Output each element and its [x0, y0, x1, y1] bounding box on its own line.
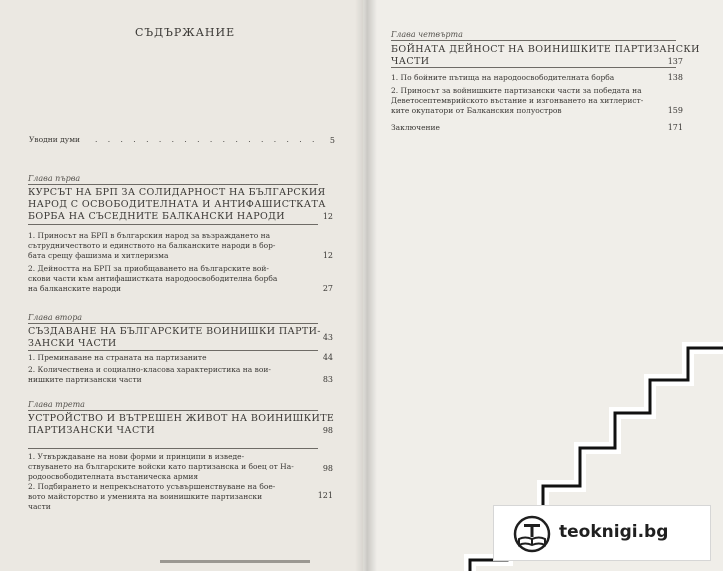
- chapter-title-line: ЗАНСКИ ЧАСТИ: [28, 338, 117, 349]
- chapter-title-line: БОРБА НА СЪСЕДНИТЕ БАЛКАНСКИ НАРОДИ: [28, 211, 285, 222]
- section-line: скови части към антифашистката народоосвободителна борба: [28, 274, 278, 283]
- chapter-title-line: СЪЗДАВАНЕ НА БЪЛГАРСКИТЕ ВОИНИШКИ ПАРТИ-: [28, 326, 321, 337]
- section-page: 98: [322, 464, 333, 473]
- chapter-label: Глава четвърта: [391, 30, 463, 39]
- section-line: 1. Преминаване на страната на партизаните: [28, 353, 207, 362]
- chapter-title-line: УСТРОЙСТВО И ВЪТРЕШЕН ЖИВОТ НА ВОИНИШКИТЕ: [28, 413, 335, 424]
- section-page: 27: [322, 284, 333, 293]
- chapter-title-line: ЧАСТИ: [391, 56, 430, 67]
- section-line: бата срещу фашизма и хитлеризма: [28, 251, 169, 260]
- section-line: Деветосептемврийското въстание и изгонването на хитлерист-: [391, 96, 644, 105]
- section-line: вото майсторство и уменията на воинишките партизански: [28, 492, 263, 501]
- section-line: 2. Подбирането и непрекъснатото усъвършенствуване на бое-: [28, 482, 276, 491]
- chapter-title-line: НАРОД С ОСВОБОДИТЕЛНАТА И АНТИФАШИСТКАТА: [28, 199, 326, 210]
- section-line: на балканските народи: [28, 284, 122, 293]
- section-line: 2. Приносът за войнишките партизански части за победата на: [391, 86, 642, 95]
- chapter-title-line: КУРСЪТ НА БРП ЗА СОЛИДАРНОСТ НА БЪЛГАРСКИЯ: [28, 187, 326, 198]
- chapter-page: 12: [322, 212, 333, 221]
- site-name: teoknigi.bg: [559, 522, 669, 542]
- section-line: 2. Количествена и социално-класова характеристика на вои-: [28, 365, 271, 374]
- conclusion-label: Заключение: [391, 123, 440, 132]
- chapter-label: Глава трета: [28, 400, 85, 409]
- teoknigi-logo[interactable]: [493, 505, 711, 561]
- section-line: 2. Дейността на БРП за приобщаването на българските вой-: [28, 264, 269, 273]
- section-line: родоосвободителната въстаническа армия: [28, 472, 199, 481]
- intro-label: Уводни думи: [29, 135, 81, 144]
- section-page: 83: [322, 375, 333, 384]
- section-line: 1. По бойните пътища на народоосвободителната борба: [391, 73, 615, 82]
- section-line: ките окупатори от Балканския полуостров: [391, 106, 562, 115]
- chapter-title-line: БОЙНАТА ДЕЙНОСТ НА ВОИНИШКИТЕ ПАРТИЗАНСКИ: [391, 44, 700, 55]
- dot-leader: . . . . . . . . . . . . . . . . . .: [95, 135, 319, 144]
- section-line: 1. Утвърждаване на нови форми и принципи в изведе-: [28, 452, 245, 461]
- chapter-page: 137: [667, 57, 683, 66]
- chapter-label: Глава втора: [28, 313, 83, 322]
- section-page: 44: [322, 353, 333, 362]
- section-line: 1. Приносът на БРП в българския народ за възраждането на: [28, 231, 271, 240]
- intro-page: 5: [329, 136, 335, 145]
- section-line: нишките партизански части: [28, 375, 142, 384]
- toc-heading: СЪДЪРЖАНИЕ: [135, 26, 236, 39]
- chapter-page: 98: [322, 426, 333, 435]
- chapter-label: Глава първа: [28, 174, 81, 183]
- chapter-title-line: ПАРТИЗАНСКИ ЧАСТИ: [28, 425, 156, 436]
- section-line: ствуването на българските войски като партизанска и боец от На-: [28, 462, 294, 471]
- section-line: части: [28, 502, 51, 511]
- book-letter-t-icon: [512, 515, 552, 553]
- conclusion-page: 171: [667, 123, 683, 132]
- section-page: 138: [667, 73, 683, 82]
- section-line: сътрудничеството и единството на балканските народи в бор-: [28, 241, 276, 250]
- section-page: 121: [317, 491, 333, 500]
- section-page: 12: [322, 251, 333, 260]
- chapter-page: 43: [322, 333, 333, 342]
- section-page: 159: [667, 106, 683, 115]
